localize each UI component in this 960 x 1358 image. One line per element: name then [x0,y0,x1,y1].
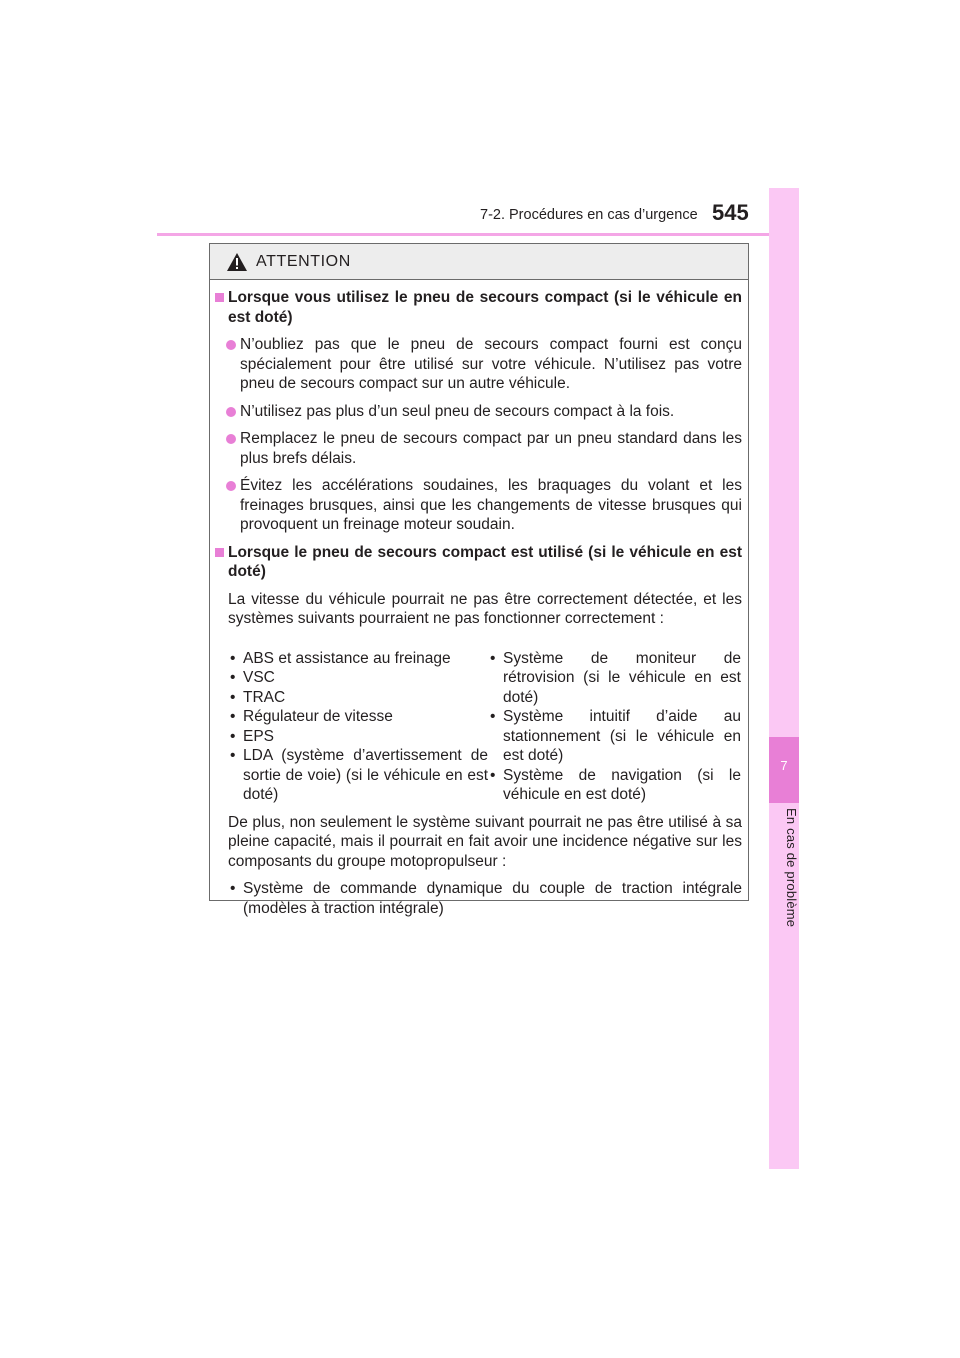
bullet-dot-icon [226,340,236,350]
section-heading-1: Lorsque vous utilisez le pneu de secours compact (si le véhicule en est doté) [215,288,742,327]
list-item: • Système de commande dynamique du couple de traction intégrale (modèles à traction intégrale) [230,880,742,917]
bullet-item: Évitez les accélérations soudaines, les braquages du volant et les freinages brusques, ainsi que les changements de vitesse brusques qui provoquent un freinage moteur soudain. [215,476,742,535]
header-rule [157,233,798,236]
warning-box [209,243,749,917]
list-item: • EPS [230,727,275,745]
list-item: • LDA (système d’avertissement de sortie de voie) (si le véhicule en est doté) [230,747,488,803]
systems-list [215,649,742,805]
section-square-icon [215,293,224,302]
warning-title: ATTENTION [256,253,351,270]
bullet-dot-icon [226,407,236,417]
systems-list-left [228,649,488,805]
chapter-title: En cas de problème [784,808,799,928]
section-square-icon [215,548,224,557]
list-item: • VSC [230,669,275,686]
bullet-item: N’oubliez pas que le pneu de secours compact fourni est conçu spécialement pour être utilisé sur votre véhicule. N’utilisez pas votre pneu de secours compact sur un autre véhicule. [215,335,742,394]
warning-content [215,288,742,918]
page-number: 545 [712,200,749,225]
chapter-number: 7 [780,758,788,773]
bullet-dot-icon [226,434,236,444]
list-item: • Régulateur de vitesse [230,708,393,725]
section-outro: De plus, non seulement le système suivant pourrait ne pas être utilisé à sa pleine capacité, mais il pourrait en fait avoir une incidence négative sur les composants du groupe motopropulseur : [228,813,742,870]
bullet-dot-icon [226,481,236,491]
warning-triangle-icon [226,252,248,272]
running-header: 7-2. Procédures en cas d’urgence [480,207,698,223]
section-heading-2: Lorsque le pneu de secours compact est utilisé (si le véhicule en est doté) [215,543,742,582]
section-intro: La vitesse du véhicule pourrait ne pas être correctement détectée, et les systèmes suivants pourraient ne pas fonctionner correctement : [228,590,742,627]
side-tab-strip [769,188,799,1169]
systems-list-right [488,649,741,805]
bullet-item: N’utilisez pas plus d’un seul pneu de secours compact à la fois. [215,402,742,422]
warning-header [210,244,748,280]
list-item: • ABS et assistance au freinage [230,649,451,667]
list-item: • Système de moniteur de rétrovision (si le véhicule en est doté) [490,649,741,706]
bullet-item: Remplacez le pneu de secours compact par un pneu standard dans les plus brefs délais. [215,429,742,468]
list-item: • Système de navigation (si le véhicule en est doté) [490,766,741,803]
list-item: • Système intuitif d’aide au stationnement (si le véhicule en est doté) [490,708,741,764]
list-item: • TRAC [230,688,286,706]
